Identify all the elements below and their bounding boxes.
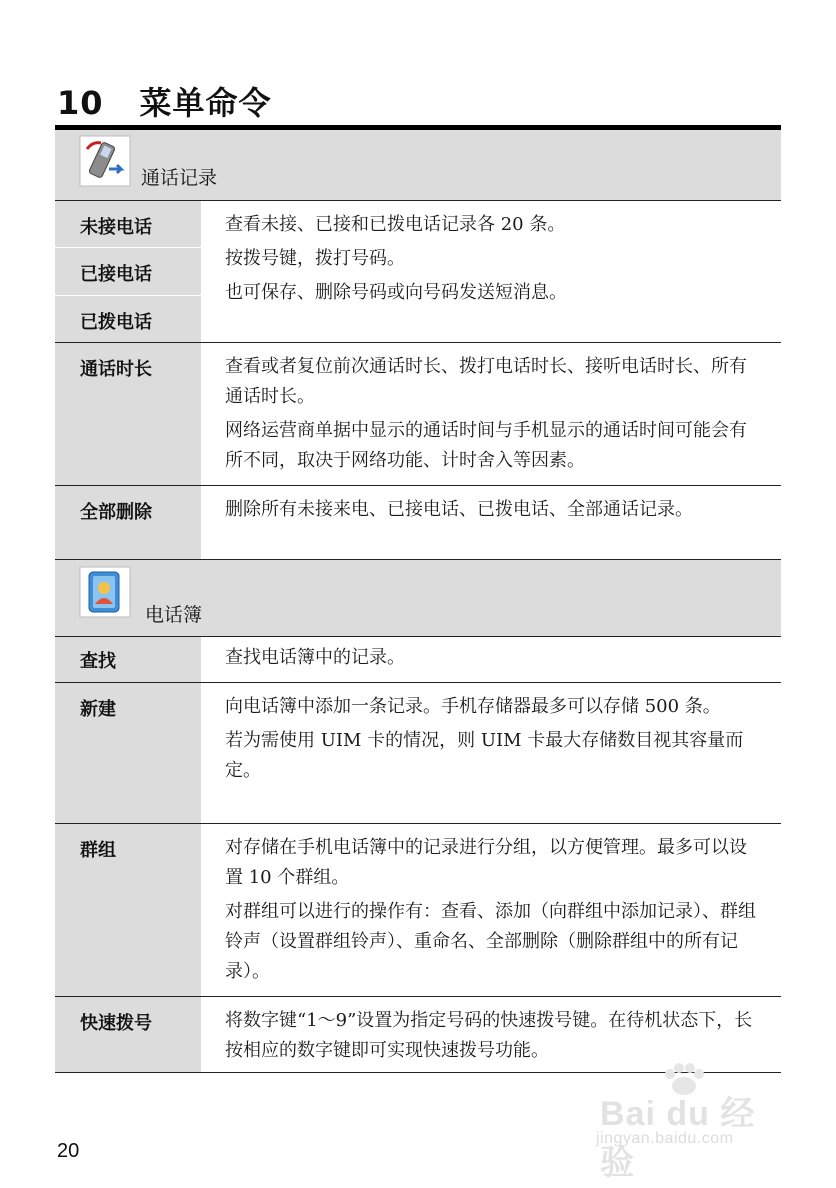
row-paragraph: 查找电话簿中的记录。	[225, 647, 405, 668]
table-row	[55, 486, 781, 560]
section-title-call-log: 通话记录	[141, 167, 218, 189]
row-paragraph: 对群组可以进行的操作有：查看、添加（向群组中添加记录）、群组铃声（设置群组铃声）、重命名、全部删除（删除群组中的所有记录）。	[225, 901, 756, 982]
row-label-received-calls: 已接电话	[55, 247, 201, 294]
row-description	[201, 201, 781, 342]
table-row	[55, 824, 781, 997]
row-paragraph: 按拨号键，拨打号码。	[225, 248, 405, 269]
row-label-delete-all: 全部删除	[80, 502, 152, 523]
section-title-phonebook: 电话簿	[145, 604, 203, 626]
table-row	[55, 201, 781, 343]
watermark	[592, 1062, 782, 1182]
row-label-groups: 群组	[80, 840, 116, 861]
table-row	[55, 683, 781, 824]
row-description	[201, 824, 781, 996]
row-label-group	[55, 201, 201, 342]
row-paragraph: 若为需使用 UIM 卡的情况，则 UIM 卡最大存储数目视其容量而定。	[225, 730, 744, 781]
row-label-new: 新建	[80, 699, 116, 720]
section-header-phonebook	[55, 560, 781, 637]
table-row	[55, 637, 781, 683]
watermark-url: jingyan.baidu.com	[596, 1130, 734, 1147]
menu-command-table	[55, 130, 781, 1073]
row-paragraph: 网络运营商单据中显示的通话时间与手机显示的通话时间可能会有所不同，取决于网络功能、计时舍入等因素。	[225, 420, 747, 471]
phone-call-log-icon	[79, 135, 131, 191]
row-paragraph: 对存储在手机电话簿中的记录进行分组，以方便管理。最多可以设置 10 个群组。	[225, 837, 747, 888]
phonebook-icon	[79, 566, 131, 622]
row-paragraph: 向电话簿中添加一条记录。手机存储器最多可以存储 500 条。	[225, 696, 721, 717]
table-row	[55, 343, 781, 486]
watermark-brand: Bai du 经验	[600, 1095, 756, 1182]
row-label-search: 查找	[80, 651, 116, 672]
chapter-title: 菜单命令	[139, 84, 272, 122]
page-number: 20	[57, 1140, 80, 1162]
chapter-heading	[57, 78, 272, 124]
row-paragraph: 也可保存、删除号码或向号码发送短消息。	[225, 282, 567, 303]
row-label-call-duration: 通话时长	[80, 359, 152, 380]
row-label-dialed-calls: 已拨电话	[55, 295, 201, 342]
chapter-number: 10	[57, 84, 104, 122]
row-description	[201, 343, 781, 485]
row-paragraph: 删除所有未接来电、已接电话、已拨电话、全部通话记录。	[225, 499, 693, 520]
row-label-speed-dial: 快速拨号	[80, 1013, 152, 1034]
row-label-missed-calls: 未接电话	[80, 217, 152, 238]
row-description	[201, 683, 781, 823]
row-description	[201, 637, 781, 682]
row-paragraph: 查看未接、已接和已拨电话记录各 20 条。	[225, 214, 566, 235]
row-description	[201, 486, 781, 559]
row-paragraph: 查看或者复位前次通话时长、拨打电话时长、接听电话时长、所有通话时长。	[225, 356, 747, 407]
section-header-call-log	[55, 130, 781, 201]
row-paragraph: 将数字键“1～9”设置为指定号码的快速拨号键。在待机状态下，长按相应的数字键即可实现快速拨号功能。	[225, 1010, 753, 1061]
row-description	[201, 997, 781, 1072]
